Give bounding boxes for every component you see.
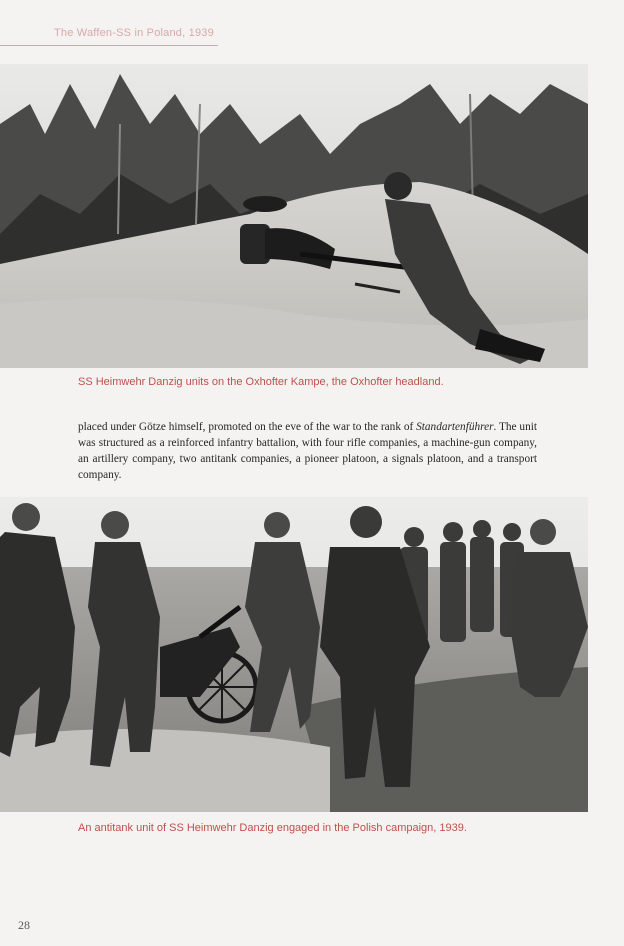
caption-bottom-photo: An antitank unit of SS Heimwehr Danzig engaged in the Polish campaign, 1939.: [78, 822, 467, 834]
body-paragraph: [78, 419, 537, 483]
photo-antitank-unit: [0, 497, 588, 812]
header-rule: [0, 45, 218, 46]
body-rank-italic: Standartenführer: [416, 421, 494, 433]
page-number: 28: [18, 918, 30, 932]
running-head: The Waffen-SS in Poland, 1939: [54, 27, 214, 39]
body-text-part-2: . The unit was structured as a reinforced infantry battalion, with four rifle companies, a machine-gun company, an artillery company, two antitank companies, a pioneer platoon, a signals platoon, and a transport company.: [78, 421, 537, 481]
photo-soldiers-on-dune: [0, 64, 588, 368]
body-text-part-1: placed under Götze himself, promoted on the eve of the war to the rank of: [78, 421, 417, 433]
caption-top-photo: SS Heimwehr Danzig units on the Oxhofter Kampe, the Oxhofter headland.: [78, 376, 444, 388]
